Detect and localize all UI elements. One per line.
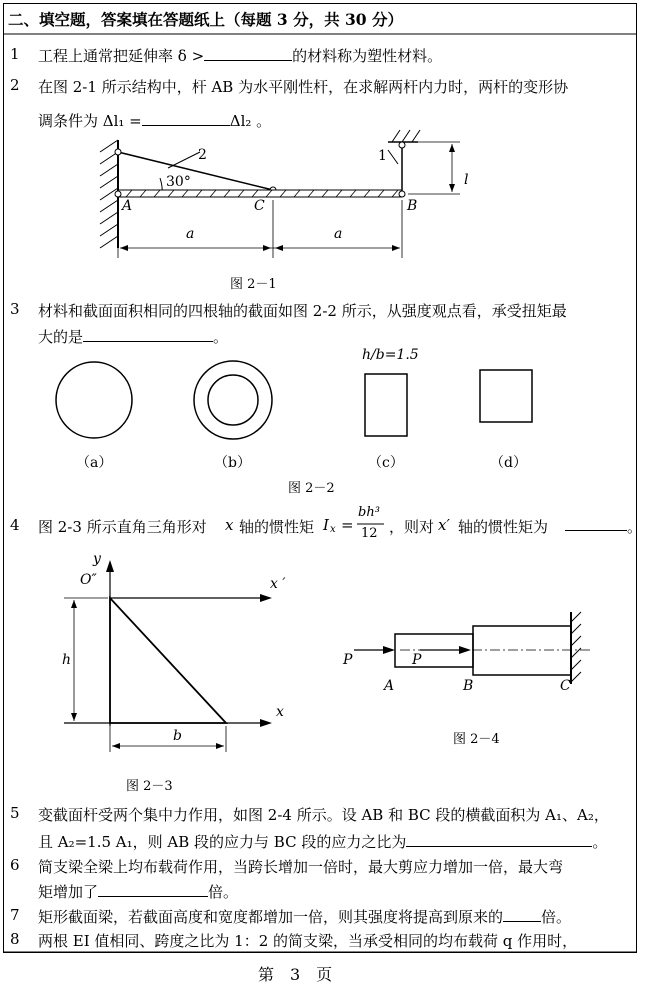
section-title: 二、填空题，答案填在答题纸上（每题 3 分，共 30 分） — [8, 10, 403, 29]
q7-text-b: 倍。 — [541, 908, 572, 926]
q5-text-line2 — [38, 831, 607, 852]
fig3-h-label: h — [62, 652, 72, 668]
q5-blank — [406, 832, 592, 847]
fig1-length-l: l — [464, 172, 469, 188]
q2-text-a: 在图 2-1 所示结构中，杆 AB 为水平刚性杆，在求解两杆内力时，两杆的变形协 — [38, 78, 569, 96]
fig1-point-a: A — [122, 198, 133, 214]
q4-eq: = — [341, 516, 354, 534]
q3-text-b: 大的是 — [38, 328, 84, 346]
q4-xprime-var: x′ — [438, 516, 450, 534]
q7-text-line — [38, 906, 571, 927]
q6-number: 6 — [10, 856, 20, 874]
page-footer: 第 3 页 — [258, 965, 333, 984]
fig1-point-c: C — [254, 198, 265, 214]
fig2-label-d: （d） — [490, 455, 527, 471]
fig2-caption: 图 2－2 — [288, 481, 335, 496]
q7-blank — [503, 907, 541, 922]
fig1-bar2-label: 2 — [198, 147, 207, 163]
q6-text-c: 倍。 — [208, 883, 239, 901]
q2-text-b: 调条件为 Δl₁ = — [38, 112, 142, 130]
q1-text-b: 的材料称为塑性材料。 — [292, 47, 443, 65]
q8-number: 8 — [10, 930, 20, 948]
fig4-caption: 图 2－4 — [453, 732, 500, 747]
q6-text-a: 简支梁全梁上均布载荷作用，当跨长增加一倍时，最大剪应力增加一倍，最大弯 — [38, 858, 564, 876]
q3-text-c: 。 — [213, 328, 229, 346]
fig3-xprime-label: x ′ — [270, 576, 286, 592]
q4-frac-den: 12 — [361, 526, 378, 541]
fig3-origin-label: O″ — [80, 572, 97, 588]
fig4-p1-label: P — [343, 652, 353, 668]
fig4-point-c: C — [560, 678, 571, 694]
q4-x-var: x — [225, 516, 234, 534]
q4-text-a: 图 2-3 所示直角三角形对 — [38, 518, 207, 536]
q3-text-a: 材料和截面面积相同的四根轴的截面如图 2-2 所示，从强度观点看，承受扭矩最 — [38, 302, 567, 320]
fig2-label-a: （a） — [76, 455, 113, 471]
fig1-length-a1: a — [186, 226, 195, 242]
fig2-label-c: （c） — [368, 455, 404, 471]
fig3-caption: 图 2－3 — [126, 779, 173, 794]
q5-text-a: 变截面杆受两个集中力作用，如图 2-4 所示。设 AB 和 BC 段的横截面积为 A₁、A₂， — [38, 806, 609, 824]
fig2-ratio: h/b=1.5 — [362, 347, 419, 363]
q2-text-c: Δl₂ 。 — [229, 112, 272, 130]
q6-blank — [98, 882, 208, 897]
q3-number: 3 — [10, 300, 20, 318]
fig1-length-a2: a — [334, 226, 343, 242]
fig1-point-b: B — [407, 198, 418, 214]
q5-number: 5 — [10, 804, 20, 822]
q7-number: 7 — [10, 906, 20, 924]
q6-text-line2 — [38, 881, 238, 902]
q4-frac-num: bh³ — [358, 505, 380, 520]
q4-ix-sub: x — [330, 524, 336, 535]
fig4-point-b: B — [463, 678, 474, 694]
q6-text-b: 矩增加了 — [38, 883, 99, 901]
q4-number: 4 — [10, 516, 20, 534]
fig1-caption: 图 2－1 — [230, 277, 277, 292]
fig1-bar1-label: 1 — [378, 148, 387, 164]
q5-text-b: 且 A₂=1.5 A₁，则 AB 段的应力与 BC 段的应力之比为 — [38, 833, 407, 851]
fig3-b-label: b — [173, 728, 182, 744]
fig4-p2-label: P — [412, 652, 422, 668]
fig3-x-label: x — [276, 704, 284, 720]
q4-ix: I — [323, 516, 329, 534]
q5-text-c: 。 — [592, 833, 608, 851]
q8-text-a: 两根 EI 值相同、跨度之比为 1：2 的简支梁，当承受相同的均布载荷 q 作用时， — [38, 932, 578, 950]
q1-text-a: 工程上通常把延伸率 δ > — [38, 47, 205, 65]
q4-text-d: 轴的惯性矩为 — [458, 518, 549, 536]
fig3-y-label: y — [93, 551, 101, 567]
q4-text-e: 。 — [627, 518, 643, 536]
fig1-angle-label: 30° — [166, 174, 191, 190]
fig4-point-a: A — [384, 678, 395, 694]
q7-text-a: 矩形截面梁，若截面高度和宽度都增加一倍，则其强度将提高到原来的 — [38, 908, 504, 926]
q4-text-b: 轴的惯性矩 — [239, 518, 315, 536]
q1-number: 1 — [10, 45, 20, 63]
fig2-label-b: （b） — [214, 455, 251, 471]
q4-text-c: ，则对 — [389, 518, 435, 536]
q2-number: 2 — [10, 76, 20, 94]
